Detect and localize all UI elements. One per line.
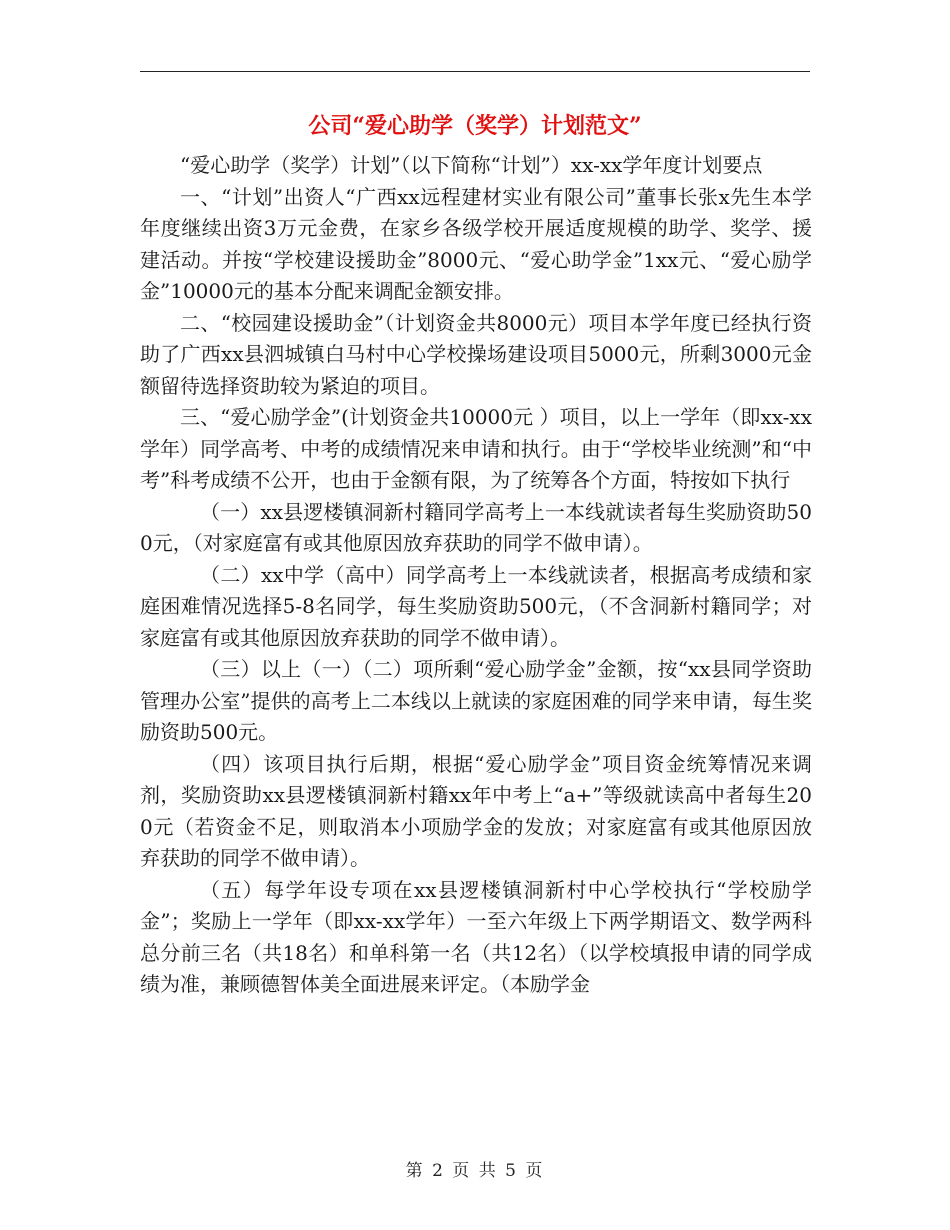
page-number-footer: 第 2 页 共 5 页 [405,1161,545,1181]
paragraph-item-2: （二）xx中学（高中）同学高考上一本线就读者，根据高考成绩和家庭困难情况选择5-8名同学，每生奖励资助500元，（不含洞新村籍同学；对家庭富有或其他原因放弃获助的同学不做申请）。 [140,562,812,650]
header-rule [140,71,810,72]
paragraph-intro: “爱心助学（奖学）计划”（以下简称“计划”）xx-xx学年度计划要点 [180,153,763,177]
document-body [140,150,812,1001]
paragraph-section-3: 三、“爱心励学金”(计划资金共10000元 ）项目，以上一学年（即xx-xx学年）同学高考、中考的成绩情况来申请和执行。由于“学校毕业统测”和“中考”科考成绩不公开，也由于金额有限，为了统筹各个方面，特按如下执行 [140,405,812,492]
paragraph-item-1: （一）xx县逻楼镇洞新村籍同学高考上一本线就读者每生奖励资助500元，（对家庭富有或其他原因放弃获助的同学不做申请）。 [140,499,812,555]
paragraph-item-4: （四）该项目执行后期，根据“爱心励学金”项目资金统筹情况来调剂，奖励资助xx县逻楼镇洞新村籍xx年中考上“a+”等级就读高中者每生200元（若资金不足，则取消本小项励学金的发放；对家庭富有或其他原因放弃获助的同学不做申请）。 [140,751,812,870]
document-title: 公司“爱心助学（奖学）计划范文” [308,113,642,139]
paragraph-section-1: 一、“计划”出资人“广西xx远程建材实业有限公司”董事长张x先生本学年度继续出资3万元金费，在家乡各级学校开展适度规模的助学、奖学、援建活动。并按“学校建设援助金”8000元、“爱心助学金”1xx元、“爱心励学金”10000元的基本分配来调配金额安排。 [140,184,812,303]
paragraph-item-3: （三）以上（一）（二）项所剩“爱心励学金”金额，按“xx县同学资助管理办公室”提供的高考上二本线以上就读的家庭困难的同学来申请，每生奖励资助500元。 [140,657,812,744]
paragraph-item-5: （五）每学年设专项在xx县逻楼镇洞新村中心学校执行“学校励学金”；奖励上一学年（即xx-xx学年）一至六年级上下两学期语文、数学两科总分前三名（共18名）和单科第一名（共12名）（以学校填报申请的同学成绩为准，兼顾德智体美全面进展来评定。（本励学金 [140,877,812,996]
paragraph-section-2: 二、“校园建设援助金”（计划资金共8000元）项目本学年度已经执行资助了广西xx县泗城镇白马村中心学校操场建设项目5000元，所剩3000元金额留待选择资助较为紧迫的项目。 [140,310,812,398]
